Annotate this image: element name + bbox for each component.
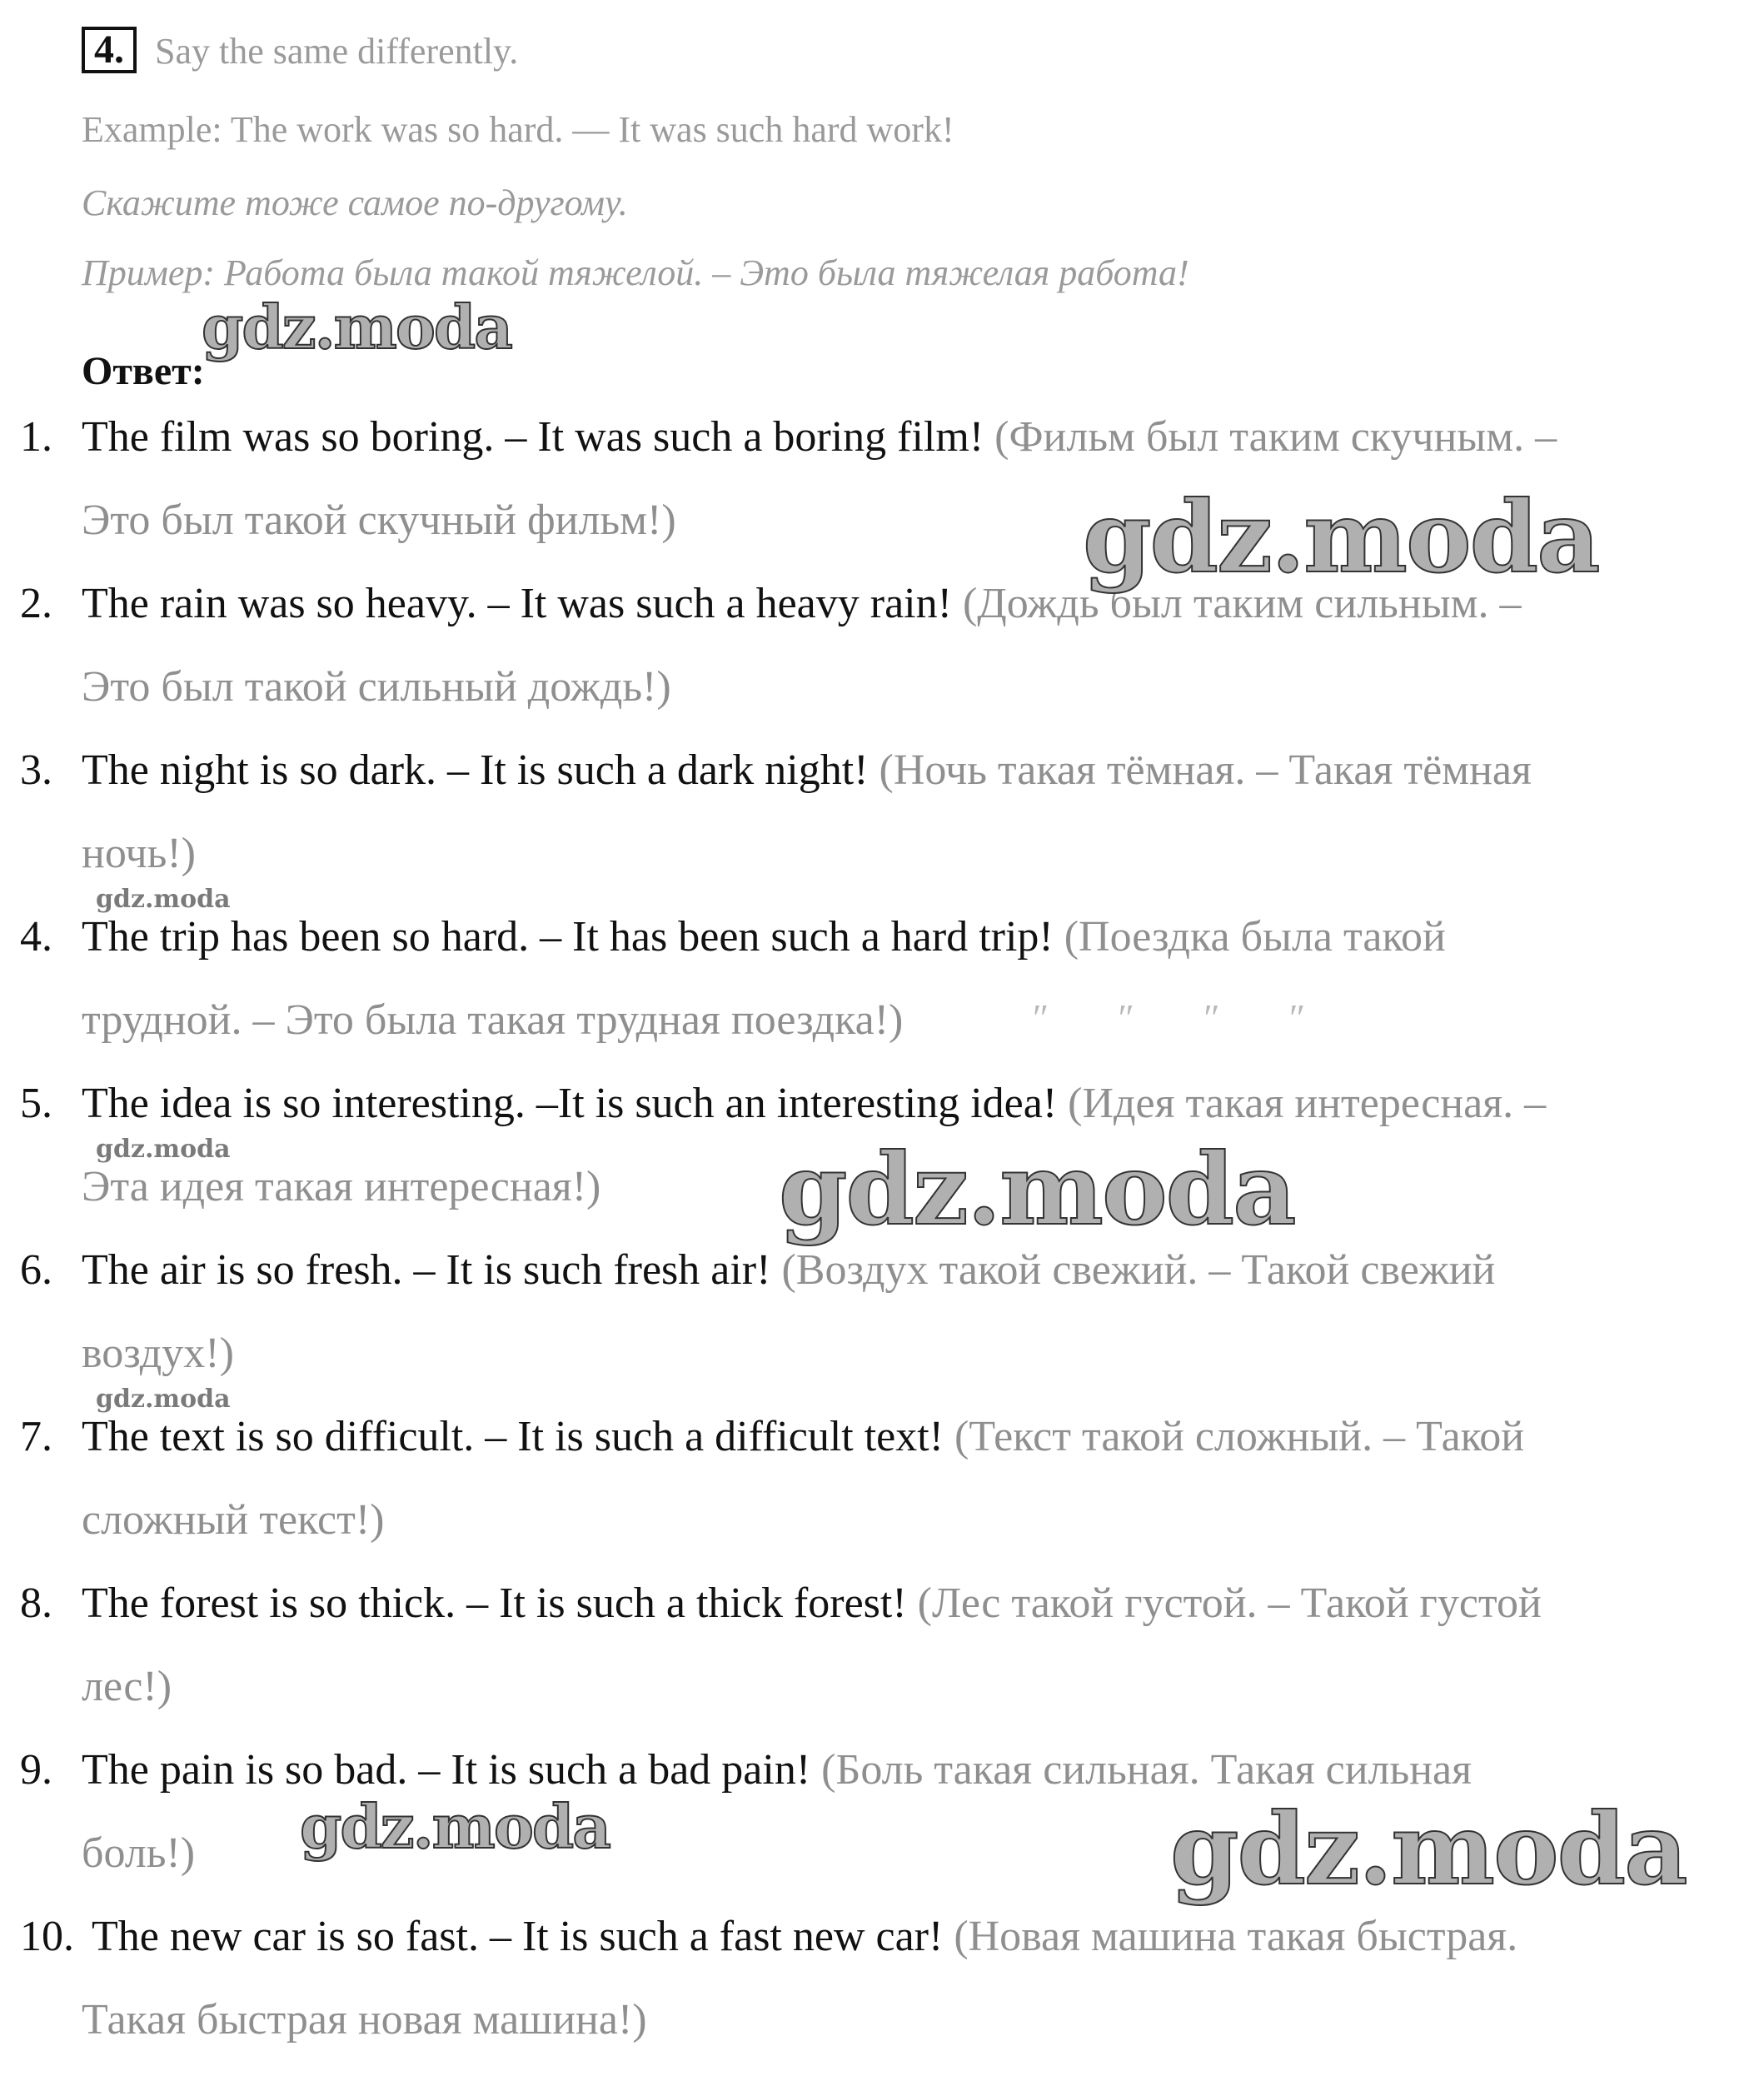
answer-number: 4. [20, 913, 52, 961]
answer-en: The new car is so fast. – It is such a fast new car! [92, 1913, 944, 1960]
watermark-logo: gdz.moda [1170, 1791, 1687, 1907]
answer-number: 6. [20, 1246, 52, 1294]
answer-ru: (Ночь такая тёмная. – Такая тёмная [879, 746, 1532, 794]
answer-number: 8. [20, 1579, 52, 1627]
answer-en: The forest is so thick. – It is such a thick forest! [82, 1579, 907, 1627]
answer-ru-cont: ночь!) [82, 830, 196, 877]
watermark-logo: gdz.moda [300, 1791, 610, 1862]
answer-ru-cont: Это был такой скучный фильм!) [82, 497, 676, 544]
answer-row-3 [82, 746, 1532, 796]
answer-ru: (Фильм был таким скучным. – [994, 413, 1557, 461]
task-title-ru: Скажите тоже самое по-другому. [82, 182, 628, 223]
answer-number: 2. [20, 580, 52, 627]
answer-label: Ответ: [82, 349, 205, 393]
answer-ru-cont: сложный текст!) [82, 1496, 385, 1544]
answer-ru: (Новая машина такая быстрая. [954, 1913, 1518, 1960]
task-example-ru: Пример: Работа была такой тяжелой. – Это была тяжелая работа! [82, 252, 1189, 293]
answer-number: 1. [20, 413, 52, 461]
answer-ru: (Дождь был таким сильным. – [962, 580, 1522, 627]
answer-en: The trip has been so hard. – It has been such a hard trip! [82, 913, 1054, 961]
answer-ru-cont: лес!) [82, 1663, 172, 1710]
watermark-logo: gdz.moda [779, 1131, 1295, 1247]
answer-row-1 [82, 412, 1557, 462]
answer-number: 7. [20, 1413, 52, 1460]
answer-row-7 [82, 1412, 1524, 1462]
watermark-logo-small: gdz.moda [96, 1135, 231, 1164]
answer-ru-cont: Такая быстрая новая машина!) [82, 1996, 647, 2044]
answer-en: The night is so dark. – It is such a dark night! [82, 746, 869, 794]
answer-en: The idea is so interesting. –It is such an interesting idea! [82, 1080, 1058, 1127]
answer-ru: (Текст такой сложный. – Такой [954, 1413, 1525, 1460]
answer-row-6 [82, 1245, 1495, 1295]
scan-artifact: ″ ″ ″ ″ [1033, 996, 1336, 1039]
answer-ru-cont: Это был такой сильный дождь!) [82, 663, 671, 711]
answer-row-5 [82, 1079, 1546, 1129]
answer-ru-cont: воздух!) [82, 1330, 234, 1377]
answer-en: The text is so difficult. – It is such a difficult text! [82, 1413, 944, 1460]
task-number: 4. [82, 27, 137, 73]
answer-en: The air is so fresh. – It is such fresh air! [82, 1246, 771, 1294]
answer-number: 3. [20, 746, 52, 794]
watermark-logo-small: gdz.moda [96, 885, 231, 914]
answer-ru: (Боль такая сильная. Такая сильная [821, 1746, 1472, 1794]
answer-en: The pain is so bad. – It is such a bad pain! [82, 1746, 811, 1794]
answer-row-9 [82, 1745, 1472, 1795]
answer-number: 10. [20, 1913, 74, 1960]
answer-row-10 [92, 1912, 1517, 1962]
answer-ru: (Лес такой густой. – Такой густой [917, 1579, 1542, 1627]
answer-ru-cont: трудной. – Это была такая трудная поездка!) [82, 996, 904, 1044]
answer-en: The rain was so heavy. – It was such a heavy rain! [82, 580, 952, 627]
answer-ru: (Поездка была такой [1064, 913, 1446, 961]
watermark-logo: gdz.moda [1083, 479, 1599, 595]
answer-en: The film was so boring. – It was such a boring film! [82, 413, 984, 461]
answer-row-4 [82, 912, 1446, 962]
answer-number: 5. [20, 1080, 52, 1127]
watermark-logo-small: gdz.moda [96, 1385, 231, 1414]
task-title: Say the same differently. [155, 31, 519, 72]
task-example: Example: The work was so hard. — It was such hard work! [82, 109, 954, 150]
answer-ru-cont: боль!) [82, 1829, 196, 1877]
answer-row-8 [82, 1579, 1542, 1629]
watermark-logo: gdz.moda [202, 292, 511, 362]
answer-ru: (Идея такая интересная. – [1068, 1080, 1547, 1127]
answer-ru: (Воздух такой свежий. – Такой свежий [781, 1246, 1496, 1294]
answer-number: 9. [20, 1746, 52, 1794]
answer-ru-cont: Эта идея такая интересная!) [82, 1163, 601, 1210]
